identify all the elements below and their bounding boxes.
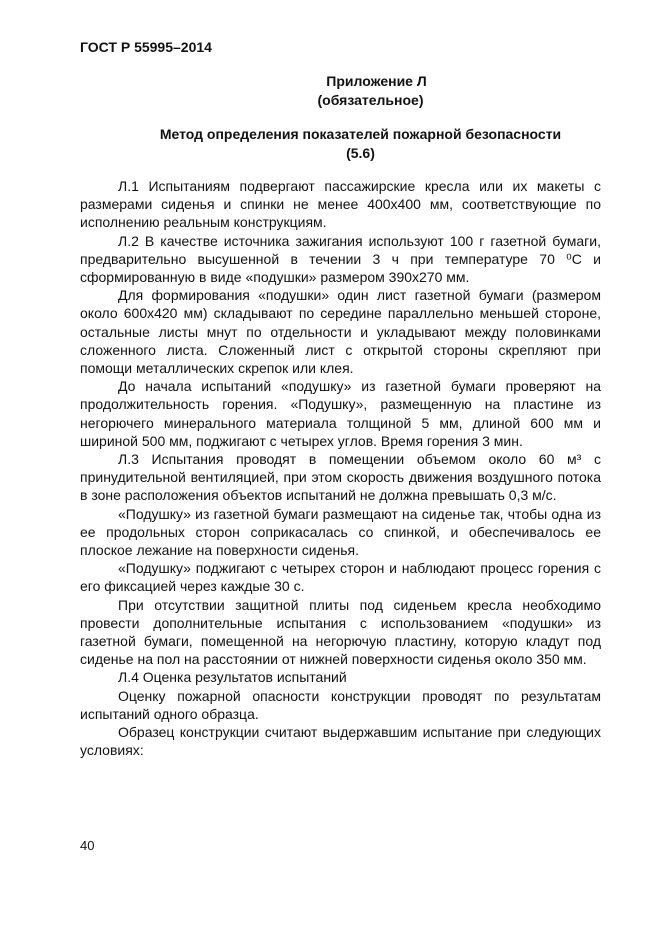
- appendix-title: Приложение Л: [326, 73, 427, 89]
- paragraph-ignition: «Подушку» поджигают с четырех сторон и наблюдают процесс горения с его фиксацией через каждые 30 с.: [80, 560, 601, 595]
- paragraph-l1: Л.1 Испытаниям подвергают пассажирские кресла или их макеты с размерами сиденья и спинки не менее 400x400 мм, соответствующие по исполнению реальным конструкциям.: [80, 178, 601, 231]
- appendix-heading: [80, 72, 601, 110]
- paragraph-pillow-check: До начала испытаний «подушку» из газетной бумаги проверяют на продолжительность горения. «Подушку», размещенную на пластине из негорючего минерального материала толщиной 5 мм, длиной 600 мм и шириной 500 мм, поджигают с четырех углов. Время горения 3 мин.: [80, 378, 601, 449]
- paragraph-l3: Л.3 Испытания проводят в помещении объемом около 60 м³ с принудительной вентиляцией, при этом скорость движения воздушного потока в зоне расположения объектов испытаний не должна превышать 0,3 м/с.: [80, 451, 601, 504]
- body-text: [80, 177, 601, 760]
- paragraph-pillow-forming: Для формирования «подушки» один лист газетной бумаги (размером около 600x420 мм) складывают по середине параллельно меньшей стороне, остальные листы мнут по отдельности и укладывают между половинками сложенного листа. Сложенный лист с открытой стороны скрепляют при помощи металлических скрепок или клея.: [80, 287, 601, 377]
- paragraph-l4: Л.4 Оценка результатов испытаний: [118, 669, 347, 686]
- section-heading: [100, 125, 621, 163]
- paragraph-extra-tests: При отсутствии защитной плиты под сиденьем кресла необходимо провести дополнительные испытания с использованием «подушки» из газетной бумаги, помещенной на негорючую пластину, которую кладут под сиденье на пол на расстоянии от нижней поверхности сиденья около 350 мм.: [80, 596, 601, 668]
- appendix-status: (обязательное): [317, 92, 424, 108]
- paragraph-l2: Л.2 В качестве источника зажигания используют 100 г газетной бумаги, предварительно высушенной в течении 3 ч при температуре 70 ⁰С и сформированную в виде «подушки» размером 390x270 мм.: [80, 232, 601, 286]
- paragraph-pillow-placement: «Подушку» из газетной бумаги размещают на сиденье так, чтобы одна из ее продольных сторон соприкасалась со спинкой, и обеспечивалось ее плоское лежание на поверхности сиденья.: [80, 505, 601, 559]
- standard-code: ГОСТ Р 55995–2014: [80, 39, 212, 55]
- paragraph-conditions: Образец конструкции считают выдержавшим испытание при следующих условиях:: [80, 724, 601, 759]
- section-title-line2: (5.6): [346, 145, 375, 161]
- page-number: 40: [80, 838, 95, 853]
- section-title-line1: Метод определения показателей пожарной безопасности: [159, 126, 562, 142]
- paragraph-assessment: Оценку пожарной опасности конструкции проводят по результатам испытаний одного образца.: [80, 687, 601, 722]
